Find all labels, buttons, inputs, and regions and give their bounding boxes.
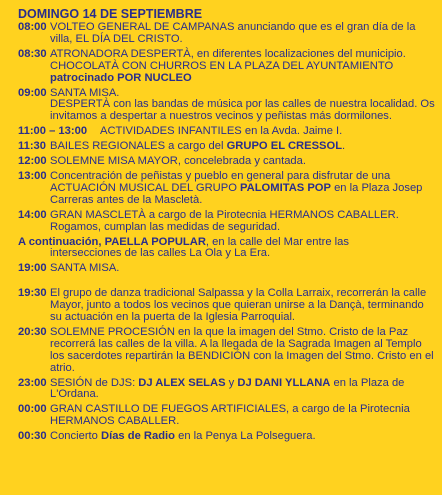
entry-text-part: . [342, 140, 346, 153]
entry-time: 14:00 [18, 208, 47, 221]
entry-text: GRAN MASCLETÀ a cargo de la Pirotecnia HERMANOS CABALLER. Rogamos, cumplan las medidas de seguridad. [50, 208, 399, 233]
entry-lead: A continuación, PAELLA POPULAR [18, 235, 206, 248]
entry-highlight: Días de Radio [101, 430, 175, 443]
entry-text [50, 141, 436, 153]
entry-text: ACTIVIDADES INFANTILES en la Avda. Jaime I. [100, 125, 343, 138]
entry-text: SOLEMNE PROCESIÓN en la que la imagen del Stmo. Cristo de la Paz recorrerá las calles de la villa. A la llegada de la Sagrada Imagen al Templo los sacerdotes repartirán la BENDICIÓN con la Imagen del Stmo. Cristo en el atrio. [50, 325, 434, 374]
entry-time: 19:00 [18, 262, 47, 275]
entry-text: VOLTEO GENERAL DE CAMPANAS anunciando que es el gran día de la villa, EL DÍA DEL CRISTO. [50, 21, 416, 45]
entry-text: El grupo de danza tradicional Salpassa y la Colla Larraix, recorrerán la calle Mayor, junto a todos los vecinos que quieran unirse a la Dançà, terminando su actuación en la puerta de la Iglesia Parroquial. [50, 287, 427, 324]
schedule-entry [18, 288, 436, 324]
entry-text-part: en la Penya La Polseguera. [174, 430, 316, 443]
entry-text-block [50, 49, 436, 85]
day-heading: DOMINGO 14 DE SEPTIEMBRE [18, 7, 203, 21]
entry-time: 09:00 [18, 86, 47, 99]
entry-text-block [50, 88, 436, 124]
entry-text: SANTA MISA. [50, 86, 120, 99]
schedule-entry [18, 49, 436, 85]
entry-highlight: PALOMITAS POP [240, 181, 331, 194]
entry-time: 23:00 [18, 376, 47, 389]
schedule-entry [18, 263, 436, 275]
entry-text-part: en la Plaza de L'Ordana. [50, 376, 405, 401]
entry-text-part: , en la calle del Mar entre las [205, 235, 349, 248]
entry-text [50, 171, 436, 207]
entry-text: DESPERTÀ con las bandas de música por las calles de nuestra localidad. Os invitamos a despertar a nuestros vecinos y peñistas más dormilones. [50, 98, 435, 123]
entry-time: 00:30 [18, 430, 47, 443]
entry-time: 08:00 [18, 21, 47, 33]
entry-time: 11:30 [18, 140, 46, 153]
schedule-entry [18, 88, 436, 124]
entry-text-part: Concierto [50, 430, 101, 443]
entry-text: SANTA MISA. [50, 262, 120, 275]
entry-text-part: SESIÓN de DJS: [50, 376, 139, 389]
entry-time: 08:30 [18, 47, 47, 60]
entry-text-part: y [225, 376, 238, 389]
schedule-entry [18, 404, 436, 428]
entry-sponsor: patrocinado POR NUCLEO [50, 71, 192, 84]
entry-text: SOLEMNE MISA MAYOR, concelebrada y cantada. [50, 155, 306, 168]
schedule-entry [18, 327, 436, 375]
entry-time: 19:30 [18, 287, 47, 300]
entry-text: GRAN CASTILLO DE FUEGOS ARTIFICIALES, a cargo de la Pirotecnia HERMANOS CABALLER. [50, 403, 410, 428]
entry-text-part: Concentración de peñistas y pueblo en general para disfrutar de una ACTUACIÓN MUSICAL DEL GRUPO [50, 169, 391, 194]
entry-highlight: DJ ALEX SELAS [138, 376, 226, 389]
schedule-entry [18, 210, 436, 234]
entry-time: 20:30 [18, 325, 47, 338]
schedule-entry [18, 141, 436, 153]
schedule-entry [18, 431, 436, 443]
entry-text [50, 431, 436, 443]
entry-highlight: GRUPO EL CRESSOL [226, 140, 343, 153]
entry-text [50, 378, 436, 402]
entry-time: 12:00 [18, 155, 47, 168]
entry-text-part: en la Plaza Josep Carreras antes de la Mascletà. [50, 181, 423, 206]
entry-text-part: BAILES REGIONALES a cargo del [50, 140, 227, 153]
entry-text: CHOCOLATÀ CON CHURROS EN LA PLAZA DEL AYUNTAMIENTO [50, 59, 394, 72]
schedule-entry [18, 378, 436, 402]
schedule-entry [18, 237, 436, 261]
schedule-entry [18, 22, 436, 46]
schedule-entry [18, 171, 436, 207]
schedule-entry [18, 126, 436, 138]
entry-highlight: DJ DANI YLLANA [237, 376, 331, 389]
entry-time: 11:00 – 13:00 [18, 125, 88, 138]
schedule-entry [18, 156, 436, 168]
entry-time: 13:00 [18, 169, 47, 182]
entry-text: intersecciones de las calles La Ola y La Era. [50, 247, 271, 260]
entry-time: 00:00 [18, 403, 47, 416]
entry-text: ATRONADORA DESPERTÀ, en diferentes localizaciones del municipio. [50, 47, 406, 60]
